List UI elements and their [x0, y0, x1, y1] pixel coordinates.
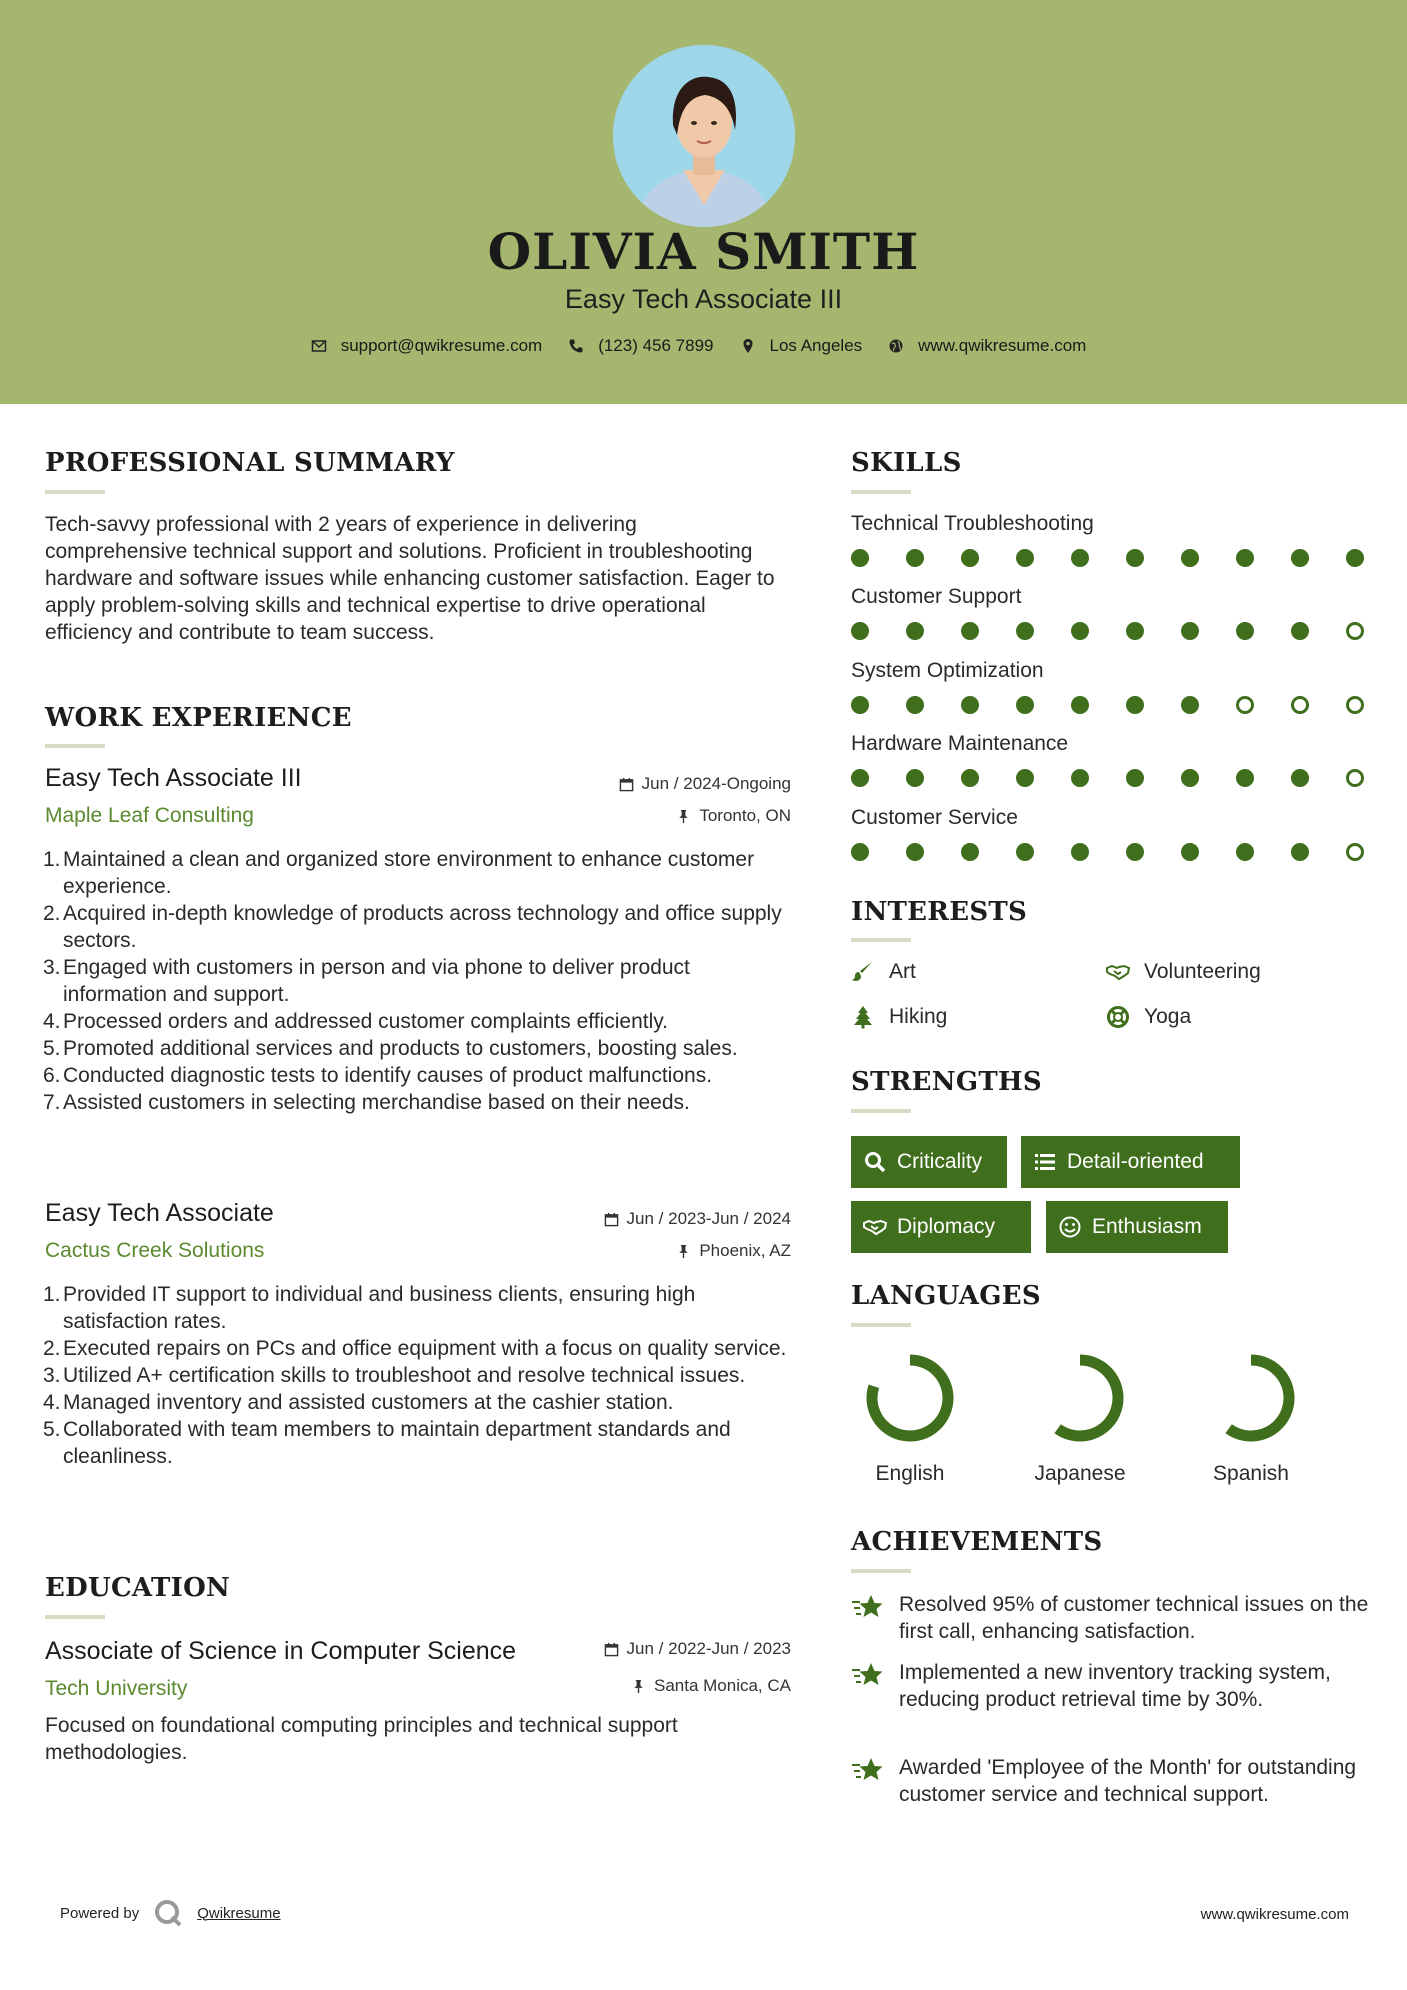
skill-dot-filled — [1016, 622, 1034, 640]
contact-website[interactable] — [888, 336, 1086, 356]
education-divider — [45, 1615, 105, 1619]
skill-dot-filled — [1126, 622, 1144, 640]
school-name: Tech University — [45, 1677, 188, 1700]
handshake-icon — [1106, 960, 1130, 984]
language-progress-arc — [1229, 1360, 1289, 1436]
list-item: 5. Promoted additional services and products to customers, boosting sales. — [43, 1037, 738, 1060]
skill-dot-filled — [1236, 843, 1254, 861]
language-item — [840, 1352, 980, 1486]
skill-dot-filled — [961, 549, 979, 567]
language-label: Japanese — [1034, 1462, 1126, 1485]
skill-dot-filled — [1181, 696, 1199, 714]
summary-text: Tech-savvy professional with 2 years of experience in delivering comprehensive technical support and solutions. Proficient in troubleshooting hardware and software issues while enhancing customer satisfaction. Eager to apply problem-solving skills and technical expertise to drive operational efficiency and contribute to team success. — [45, 513, 775, 644]
languages-heading: LANGUAGES — [851, 1281, 1041, 1311]
achievement-item — [851, 1659, 1371, 1713]
job-title: Easy Tech Associate — [45, 1199, 274, 1227]
achievements-heading: ACHIEVEMENTS — [851, 1527, 1103, 1557]
skill-dot-filled — [906, 769, 924, 787]
skill-dot-empty — [1346, 696, 1364, 714]
skill-dot-empty — [1346, 769, 1364, 787]
skill-dot-filled — [1071, 769, 1089, 787]
experience-heading: WORK EXPERIENCE — [45, 703, 352, 733]
globe-icon — [888, 338, 904, 354]
language-ring — [864, 1352, 956, 1444]
skill-dot-filled — [1291, 622, 1309, 640]
interest-item — [851, 960, 916, 984]
job-company: Maple Leaf Consulting — [45, 804, 254, 827]
education-description: Focused on foundational computing principles and technical support methodologies. — [45, 1714, 678, 1764]
skill-dot-filled — [1126, 769, 1144, 787]
language-progress-arc — [1058, 1360, 1118, 1436]
language-item — [1010, 1352, 1150, 1486]
contact-location-text: Los Angeles — [769, 336, 863, 355]
achievements-divider — [851, 1569, 911, 1573]
skill-dot-filled — [961, 696, 979, 714]
education-location — [631, 1676, 791, 1696]
language-label: English — [875, 1462, 945, 1485]
skill-dot-filled — [851, 549, 869, 567]
interest-item — [851, 1005, 947, 1029]
contact-website-text: www.qwikresume.com — [918, 336, 1087, 355]
interest-label: Yoga — [1144, 1005, 1192, 1028]
skill-name: Hardware Maintenance — [851, 732, 1069, 755]
contact-location — [740, 336, 863, 356]
interest-item — [1106, 1005, 1191, 1029]
contact-phone-text: (123) 456 7899 — [598, 336, 714, 355]
list-item: 2. Acquired in-depth knowledge of products across technology and office supply sectors. — [43, 902, 782, 952]
resume-header — [0, 0, 1407, 404]
skill-rating — [851, 696, 1371, 716]
star-icon — [851, 1756, 883, 1786]
languages-divider — [851, 1323, 911, 1327]
skills-divider — [851, 490, 911, 494]
skill-dot-empty — [1236, 696, 1254, 714]
contact-email[interactable] — [311, 336, 543, 356]
job-dates — [604, 1209, 791, 1229]
pushpin-icon — [676, 809, 691, 824]
skill-dot-empty — [1291, 696, 1309, 714]
list-item: 4. Processed orders and addressed customer complaints efficiently. — [43, 1010, 669, 1033]
job-company: Cactus Creek Solutions — [45, 1239, 265, 1262]
skill-dot-filled — [1291, 769, 1309, 787]
skill-rating — [851, 769, 1371, 789]
skill-dot-filled — [1181, 769, 1199, 787]
skill-dot-filled — [1236, 622, 1254, 640]
skill-dot-filled — [906, 549, 924, 567]
skill-dot-filled — [1071, 843, 1089, 861]
brand-link[interactable]: Qwikresume — [197, 1904, 281, 1922]
handshake-icon — [863, 1215, 887, 1239]
job-location-text: Toronto, ON — [699, 806, 791, 825]
strength-label: Enthusiasm — [1092, 1215, 1202, 1238]
job-dates — [619, 774, 791, 794]
language-item — [1181, 1352, 1321, 1486]
skill-dot-filled — [1346, 549, 1364, 567]
list-item: 5. Collaborated with team members to maintain department standards and cleanliness. — [43, 1418, 731, 1468]
skill-dot-filled — [1016, 696, 1034, 714]
skill-dot-filled — [1291, 549, 1309, 567]
language-ring — [1205, 1352, 1297, 1444]
powered-by-text: Powered by — [60, 1904, 140, 1922]
skill-name: System Optimization — [851, 659, 1044, 682]
job-dates-text: Jun / 2023-Jun / 2024 — [626, 1209, 791, 1228]
skill-dot-filled — [1236, 549, 1254, 567]
lifebuoy-icon — [1106, 1005, 1130, 1029]
star-icon — [851, 1661, 883, 1691]
skill-dot-filled — [1181, 843, 1199, 861]
degree-title: Associate of Science in Computer Science — [45, 1637, 517, 1665]
skill-name: Technical Troubleshooting — [851, 512, 1094, 535]
strength-label: Criticality — [897, 1150, 983, 1173]
language-label: Spanish — [1213, 1462, 1289, 1485]
skill-dot-filled — [1126, 843, 1144, 861]
footer-powered-by — [60, 1898, 281, 1928]
list-item: 3. Utilized A+ certification skills to troubleshoot and resolve technical issues. — [43, 1364, 746, 1387]
paintbrush-icon — [851, 960, 875, 984]
skill-dot-filled — [851, 843, 869, 861]
interest-item — [1106, 960, 1261, 984]
skill-dot-filled — [851, 622, 869, 640]
contact-phone[interactable] — [568, 336, 713, 356]
phone-icon — [568, 338, 584, 354]
skill-dot-empty — [1346, 622, 1364, 640]
interests-heading: INTERESTS — [851, 897, 1028, 927]
skill-dot-filled — [906, 622, 924, 640]
strengths-heading: STRENGTHS — [851, 1067, 1042, 1097]
contact-email-text: support@qwikresume.com — [340, 336, 543, 355]
strength-label: Detail-oriented — [1067, 1150, 1204, 1173]
interest-label: Hiking — [889, 1005, 948, 1028]
achievement-item — [851, 1754, 1371, 1808]
candidate-title: Easy Tech Associate III — [564, 284, 843, 314]
language-progress-arc — [872, 1360, 948, 1436]
skill-dot-filled — [1291, 843, 1309, 861]
footer-website[interactable]: www.qwikresume.com — [1200, 1906, 1349, 1923]
job-location — [676, 806, 791, 826]
skill-dot-filled — [1236, 769, 1254, 787]
pushpin-icon — [631, 1679, 646, 1694]
list-item: 1. Provided IT support to individual and business clients, ensuring high satisfaction rates. — [43, 1283, 696, 1333]
strength-badge — [1021, 1136, 1240, 1188]
list-item: 7. Assisted customers in selecting merchandise based on their needs. — [43, 1091, 690, 1114]
achievement-text: Implemented a new inventory tracking system, reducing product retrieval time by 30%. — [899, 1661, 1331, 1711]
skill-dot-filled — [1181, 549, 1199, 567]
interest-label: Art — [889, 960, 916, 983]
skill-dot-filled — [1181, 622, 1199, 640]
achievement-text: Resolved 95% of customer technical issues on the first call, enhancing satisfaction. — [899, 1593, 1369, 1643]
skill-dot-filled — [906, 696, 924, 714]
language-ring — [1034, 1352, 1126, 1444]
pushpin-icon — [676, 1244, 691, 1259]
skill-dot-filled — [1016, 549, 1034, 567]
skill-dot-filled — [961, 769, 979, 787]
summary-divider — [45, 490, 105, 494]
interests-divider — [851, 938, 911, 942]
skill-rating — [851, 843, 1371, 863]
skill-rating — [851, 549, 1371, 569]
strength-badge — [851, 1201, 1031, 1253]
tree-icon — [851, 1005, 875, 1029]
skill-dot-filled — [1016, 843, 1034, 861]
calendar-icon — [619, 777, 634, 792]
contact-bar — [0, 336, 1407, 356]
strengths-divider — [851, 1109, 911, 1113]
list-item: 1. Maintained a clean and organized store environment to enhance customer experience. — [43, 848, 755, 898]
list-icon — [1033, 1150, 1057, 1174]
candidate-name: OLIVIA SMITH — [487, 222, 920, 281]
skill-dot-filled — [1016, 769, 1034, 787]
skill-name: Customer Service — [851, 806, 1018, 829]
skill-dot-filled — [1126, 549, 1144, 567]
job-dates-text: Jun / 2024-Ongoing — [641, 774, 791, 793]
skill-dot-filled — [961, 843, 979, 861]
summary-heading: PROFESSIONAL SUMMARY — [45, 448, 455, 478]
skill-dot-filled — [906, 843, 924, 861]
list-item: 6. Conducted diagnostic tests to identify causes of product malfunctions. — [43, 1064, 713, 1087]
strength-badge — [851, 1136, 1007, 1188]
skill-name: Customer Support — [851, 585, 1022, 608]
skill-dot-empty — [1346, 843, 1364, 861]
education-dates — [604, 1639, 791, 1659]
qwikresume-logo-icon — [153, 1898, 183, 1928]
experience-divider — [45, 744, 105, 748]
strength-label: Diplomacy — [897, 1215, 996, 1238]
education-dates-text: Jun / 2022-Jun / 2023 — [626, 1639, 791, 1658]
interest-label: Volunteering — [1144, 960, 1261, 983]
job-title: Easy Tech Associate III — [45, 764, 302, 792]
calendar-icon — [604, 1642, 619, 1657]
job-location-text: Phoenix, AZ — [699, 1241, 791, 1260]
map-pin-icon — [740, 338, 756, 354]
education-heading: EDUCATION — [45, 1573, 231, 1603]
search-icon — [863, 1150, 887, 1174]
job-location — [676, 1241, 791, 1261]
skill-dot-filled — [1126, 696, 1144, 714]
list-item: 4. Managed inventory and assisted customers at the cashier station. — [43, 1391, 674, 1414]
skills-heading: SKILLS — [851, 448, 962, 478]
star-icon — [851, 1593, 883, 1623]
envelope-icon — [311, 338, 327, 354]
calendar-icon — [604, 1212, 619, 1227]
skill-dot-filled — [1071, 696, 1089, 714]
skill-dot-filled — [1071, 622, 1089, 640]
skill-dot-filled — [851, 769, 869, 787]
achievement-item — [851, 1591, 1371, 1645]
strength-badge — [1046, 1201, 1228, 1253]
skill-dot-filled — [851, 696, 869, 714]
smile-icon — [1058, 1215, 1082, 1239]
skill-dot-filled — [1071, 549, 1089, 567]
achievement-text: Awarded 'Employee of the Month' for outstanding customer service and technical support. — [899, 1756, 1357, 1806]
education-location-text: Santa Monica, CA — [653, 1676, 791, 1695]
job-duties-list — [45, 846, 790, 1116]
list-item: 2. Executed repairs on PCs and office equipment with a focus on quality service. — [43, 1337, 787, 1360]
skill-rating — [851, 622, 1371, 642]
skill-dot-filled — [961, 622, 979, 640]
job-duties-list — [45, 1281, 795, 1470]
profile-photo — [613, 45, 795, 227]
list-item: 3. Engaged with customers in person and via phone to deliver product information and support. — [43, 956, 690, 1006]
